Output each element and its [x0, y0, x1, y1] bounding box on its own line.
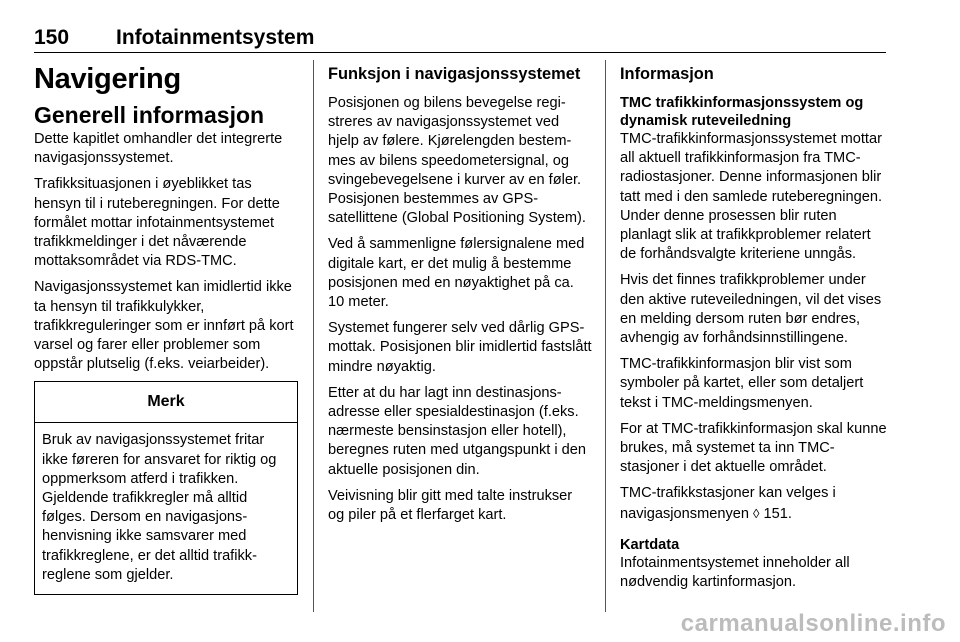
- paragraph-with-reference: [620, 484, 888, 523]
- column-divider-right: [605, 60, 606, 612]
- arrow-reference-icon: ◊: [753, 505, 760, 521]
- paragraph: Etter at du har lagt inn destinasjonsadresse eller spesialdestinasjon (f.eks. nærmeste bensinstasjon eller hotell), beregnes ruten med utgangspunkt i den aktuelle posisjonen din.: [328, 384, 587, 478]
- column-2: [328, 62, 592, 532]
- page-number: 150: [34, 26, 70, 49]
- topic-heading: TMC trafikkinformasjonssystem og dynamisk ruteveiledning: [620, 95, 864, 129]
- subsection-title: Generell informasjon: [34, 102, 265, 128]
- running-title: Infotainmentsystem: [116, 26, 315, 49]
- section-title: Navigering: [34, 63, 181, 95]
- page-reference-link[interactable]: 151.: [763, 505, 792, 522]
- subsection-title: Informasjon: [620, 65, 714, 83]
- column-3: [620, 62, 888, 599]
- paragraph: Infotainmentsystemet inneholder all nødvendig kartinformasjon.: [620, 554, 850, 591]
- watermark: carmanualsonline.info: [680, 610, 946, 637]
- column-divider-left: [313, 60, 314, 612]
- paragraph: Navigasjonssystemet kan imidlertid ikke ta hensyn til trafikkulykker, trafikkreguleringer som er innført på kort varsel og farer eller problemer som oppstår plutselig (f.eks. veiarbeider).: [34, 279, 294, 373]
- paragraph: Veivisning blir gitt med talte instrukser og piler på et flerfarget kart.: [328, 487, 573, 524]
- paragraph: Systemet fungerer selv ved dårlig GPS-mottak. Posisjonen blir imidlertid fastslått mindre nøyaktig.: [328, 320, 592, 375]
- paragraph: Trafikksituasjonen i øyeblikket tas hensyn til i ruteberegningen. For dette formålet mottar infotainmentsystemet trafikkmeldinger i det nåværende mottaksområdet via RDS-TMC.: [34, 176, 280, 270]
- page-header: [34, 26, 886, 53]
- paragraph: Hvis det finnes trafikkproblemer under den aktive ruteveiledningen, vil det vises en melding dersom ruten bør endres, avhengig av forhåndsinnstillingene.: [620, 272, 882, 347]
- paragraph: Ved å sammenligne følersignalene med digitale kart, er det mulig å bestemme posisjonen med en nøyaktighet på ca. 10 meter.: [328, 236, 585, 311]
- paragraph: Posisjonen og bilens bevegelse registreres av navigasjonssystemet ved hjelp av følere. Kjørelengden bestemmes av bilens speedometersignal, og svingebevegelsene i kurver av en føler. Posisjonen bestemmes av GPS-satellittene (Global Positioning System).: [328, 95, 586, 227]
- paragraph: For at TMC-trafikkinformasjon skal kunne brukes, må systemet ta inn TMC-stasjoner i det aktuelle området.: [620, 420, 887, 476]
- paragraph: Dette kapitlet omhandler det integrerte navigasjonssystemet.: [34, 131, 283, 167]
- paragraph-text: TMC-trafikkstasjoner kan velges i navigasjonsmenyen: [620, 485, 836, 522]
- note-box: [34, 381, 298, 595]
- note-title: Merk: [35, 382, 297, 423]
- note-body: Bruk av navigasjonssystemet fritar ikke føreren for ansvaret for riktig og oppmerksom atferd i trafikken. Gjeldende trafikkregler må alltid følges. Dersom en navigasjonshenvisning ikke samsvarer med trafikkreglene, er det alltid trafikkreglene som gjelder.: [42, 432, 277, 583]
- paragraph: TMC-trafikkinformasjonssystemet mottar all aktuell trafikkinformasjon fra TMC-radiostasjoner. Denne informasjonen blir tatt med i den samlede ruteberegningen. Under denne prosessen blir ruten planlagt slik at trafikkproblemer relatert de forhåndsvalgte kriteriene unngås.: [620, 131, 883, 263]
- subsection-title: Funksjon i navigasjonssystemet: [328, 65, 581, 83]
- topic-heading: Kartdata: [620, 536, 680, 553]
- paragraph: TMC-trafikkinformasjon blir vist som symboler på kartet, eller som detaljert tekst i TMC-meldingsmenyen.: [620, 356, 864, 411]
- column-1: [34, 62, 298, 595]
